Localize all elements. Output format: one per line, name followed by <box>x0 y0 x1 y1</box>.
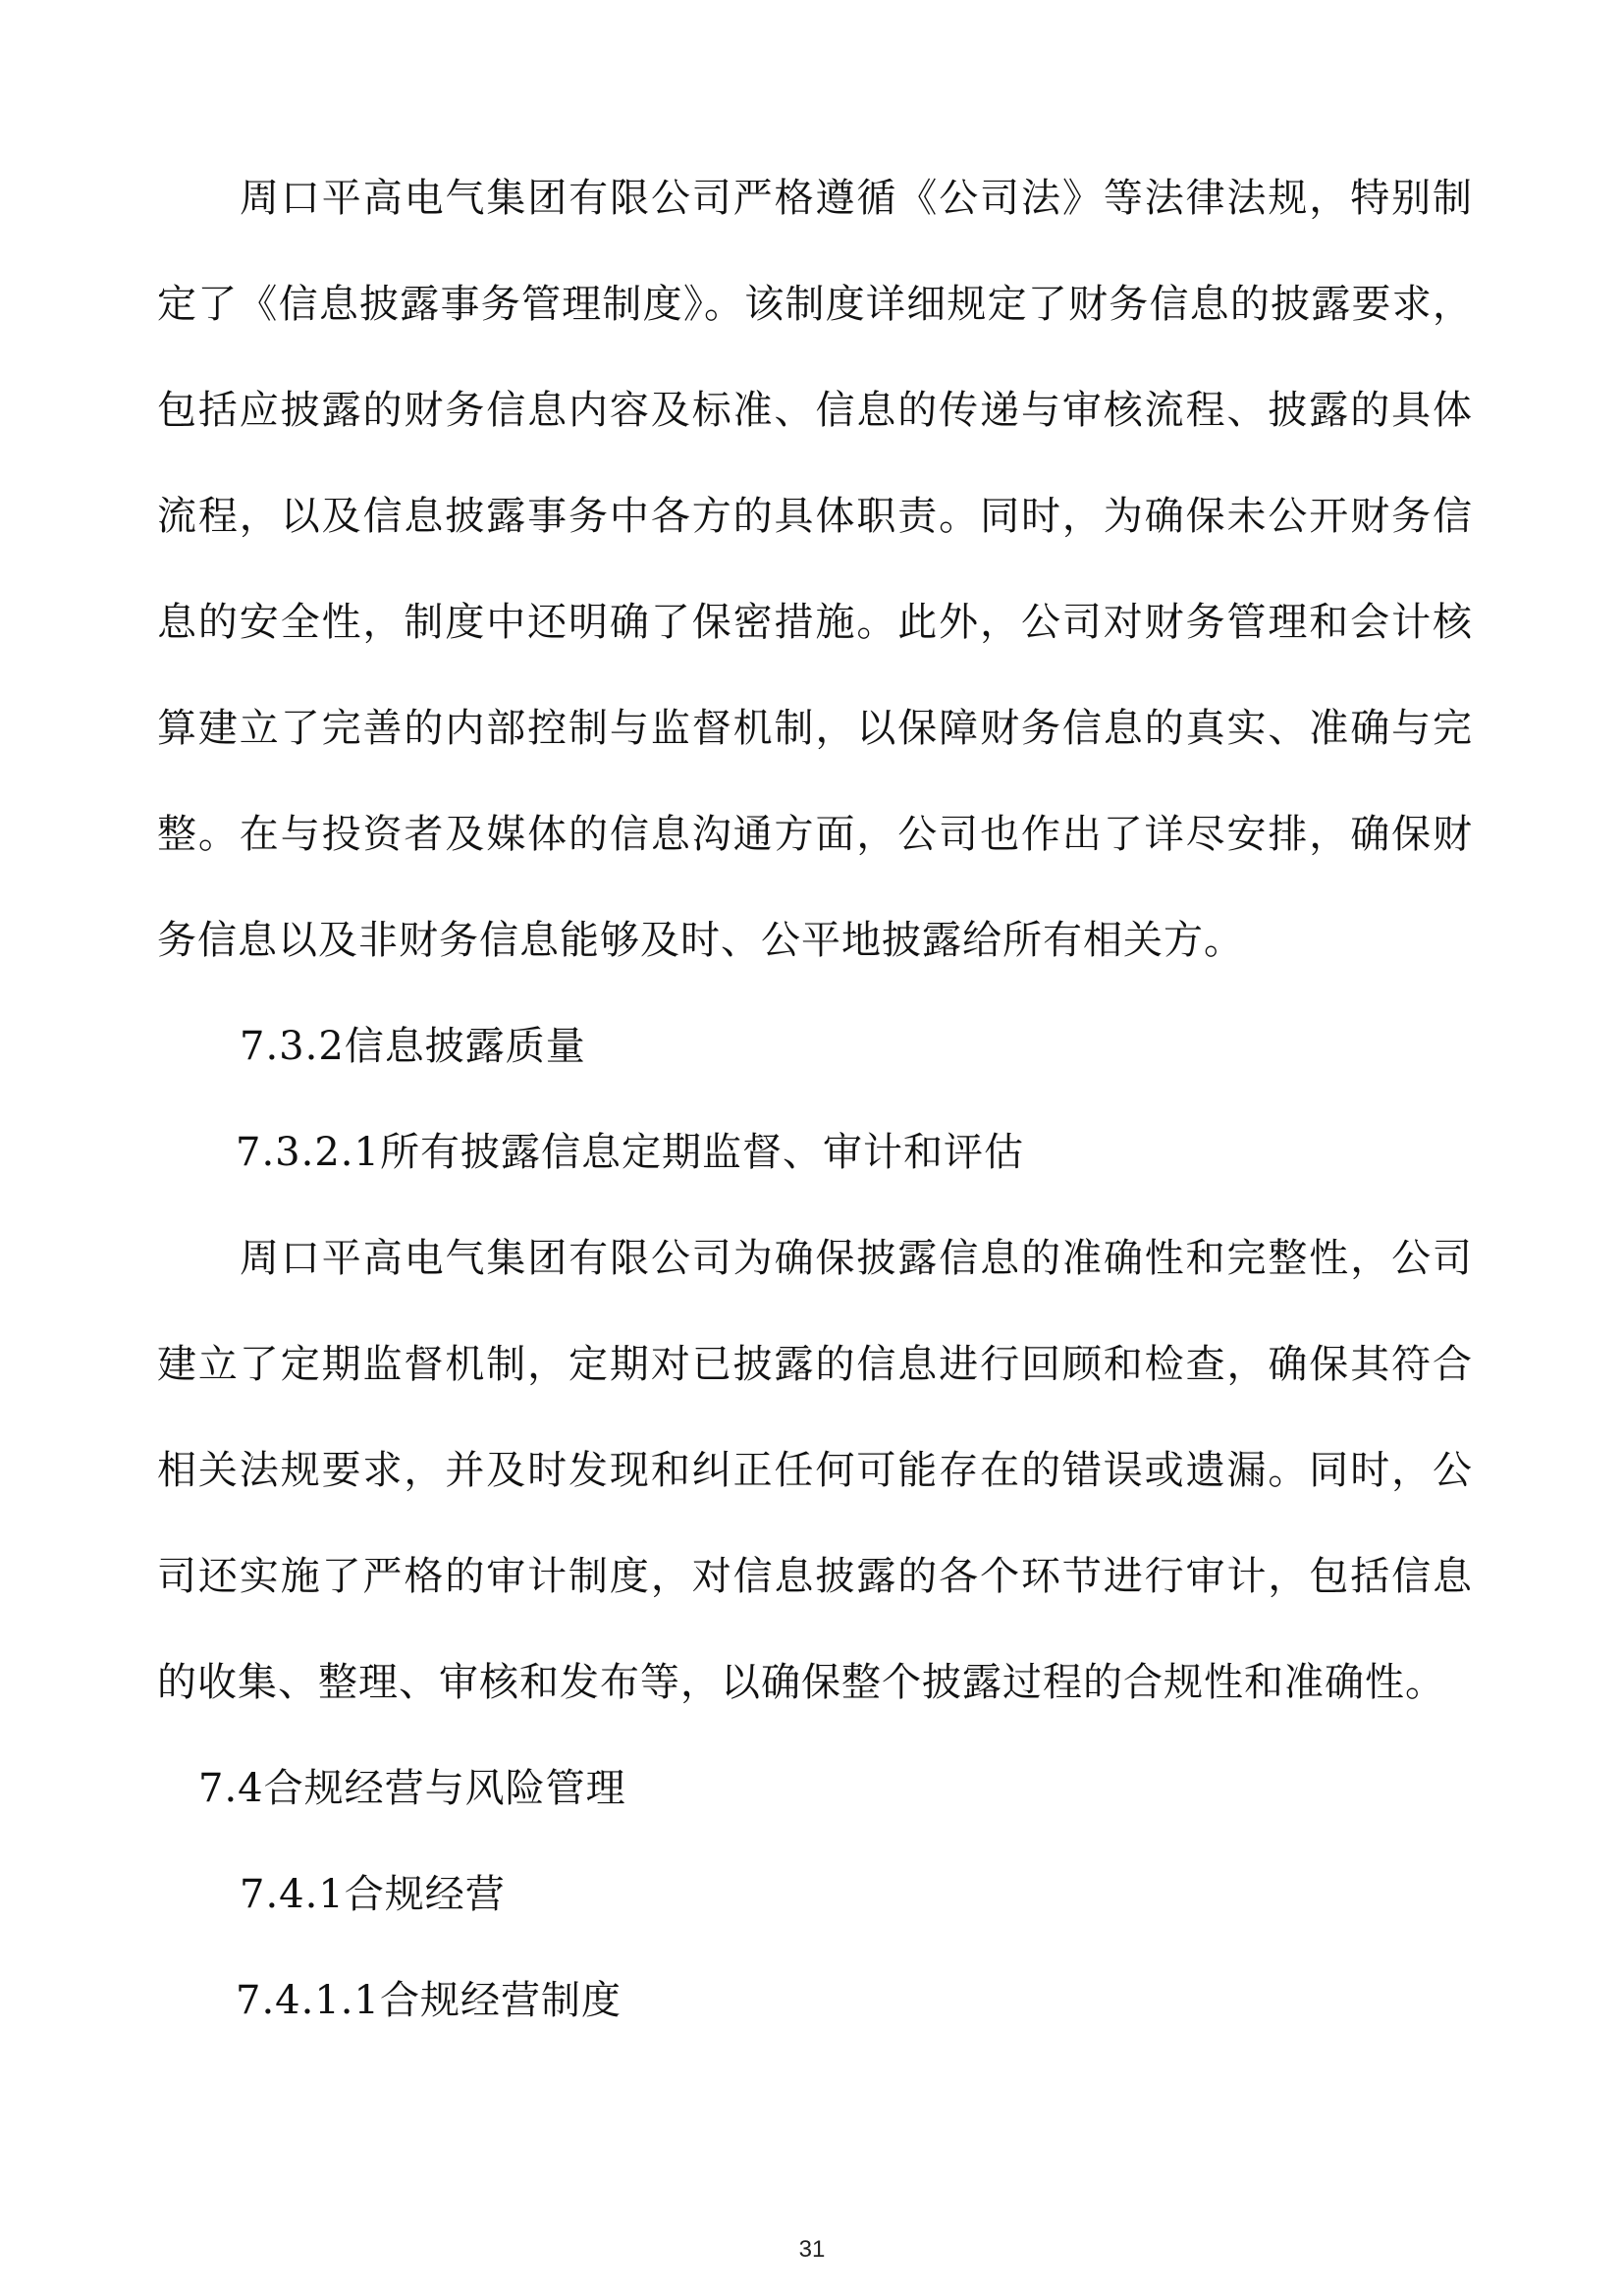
section-heading-7-4-1: 7.4.1合规经营 <box>240 1872 506 1917</box>
page-number: 31 <box>798 2236 826 2263</box>
paragraph-disclosure-management: 周口平高电气集团有限公司严格遵循《公司法》等法律法规，特别制定了《信息披露事务管理制度》。该制度详细规定了财务信息的披露要求，包括应披露的财务信息内容及标准、信息的传递与审核流程、披露的具体流程，以及信息披露事务中各方的具体职责。同时，为确保未公开财务信息的安全性，制度中还明确了保密措施。此外，公司对财务管理和会计核算建立了完善的内部控制与监督机制，以保障财务信息的真实、准确与完整。在与投资者及媒体的信息沟通方面，公司也作出了详尽安排，确保财务信息以及非财务信息能够及时、公平地披露给所有相关方。 <box>157 176 1473 963</box>
section-heading-7-4-1-1: 7.4.1.1合规经营制度 <box>236 1978 622 2023</box>
section-heading-7-4: 7.4合规经营与风险管理 <box>198 1766 626 1811</box>
paragraph-disclosure-quality: 周口平高电气集团有限公司为确保披露信息的准确性和完整性，公司建立了定期监督机制，定期对已披露的信息进行回顾和检查，确保其符合相关法规要求，并及时发现和纠正任何可能存在的错误或遗漏。同时，公司还实施了严格的审计制度，对信息披露的各个环节进行审计，包括信息的收集、整理、审核和发布等，以确保整个披露过程的合规性和准确性。 <box>157 1236 1473 1705</box>
page-content <box>157 145 1473 2054</box>
section-heading-7-3-2-1: 7.3.2.1所有披露信息定期监督、审计和评估 <box>236 1130 1024 1175</box>
section-heading-7-3-2: 7.3.2信息披露质量 <box>240 1024 586 1069</box>
